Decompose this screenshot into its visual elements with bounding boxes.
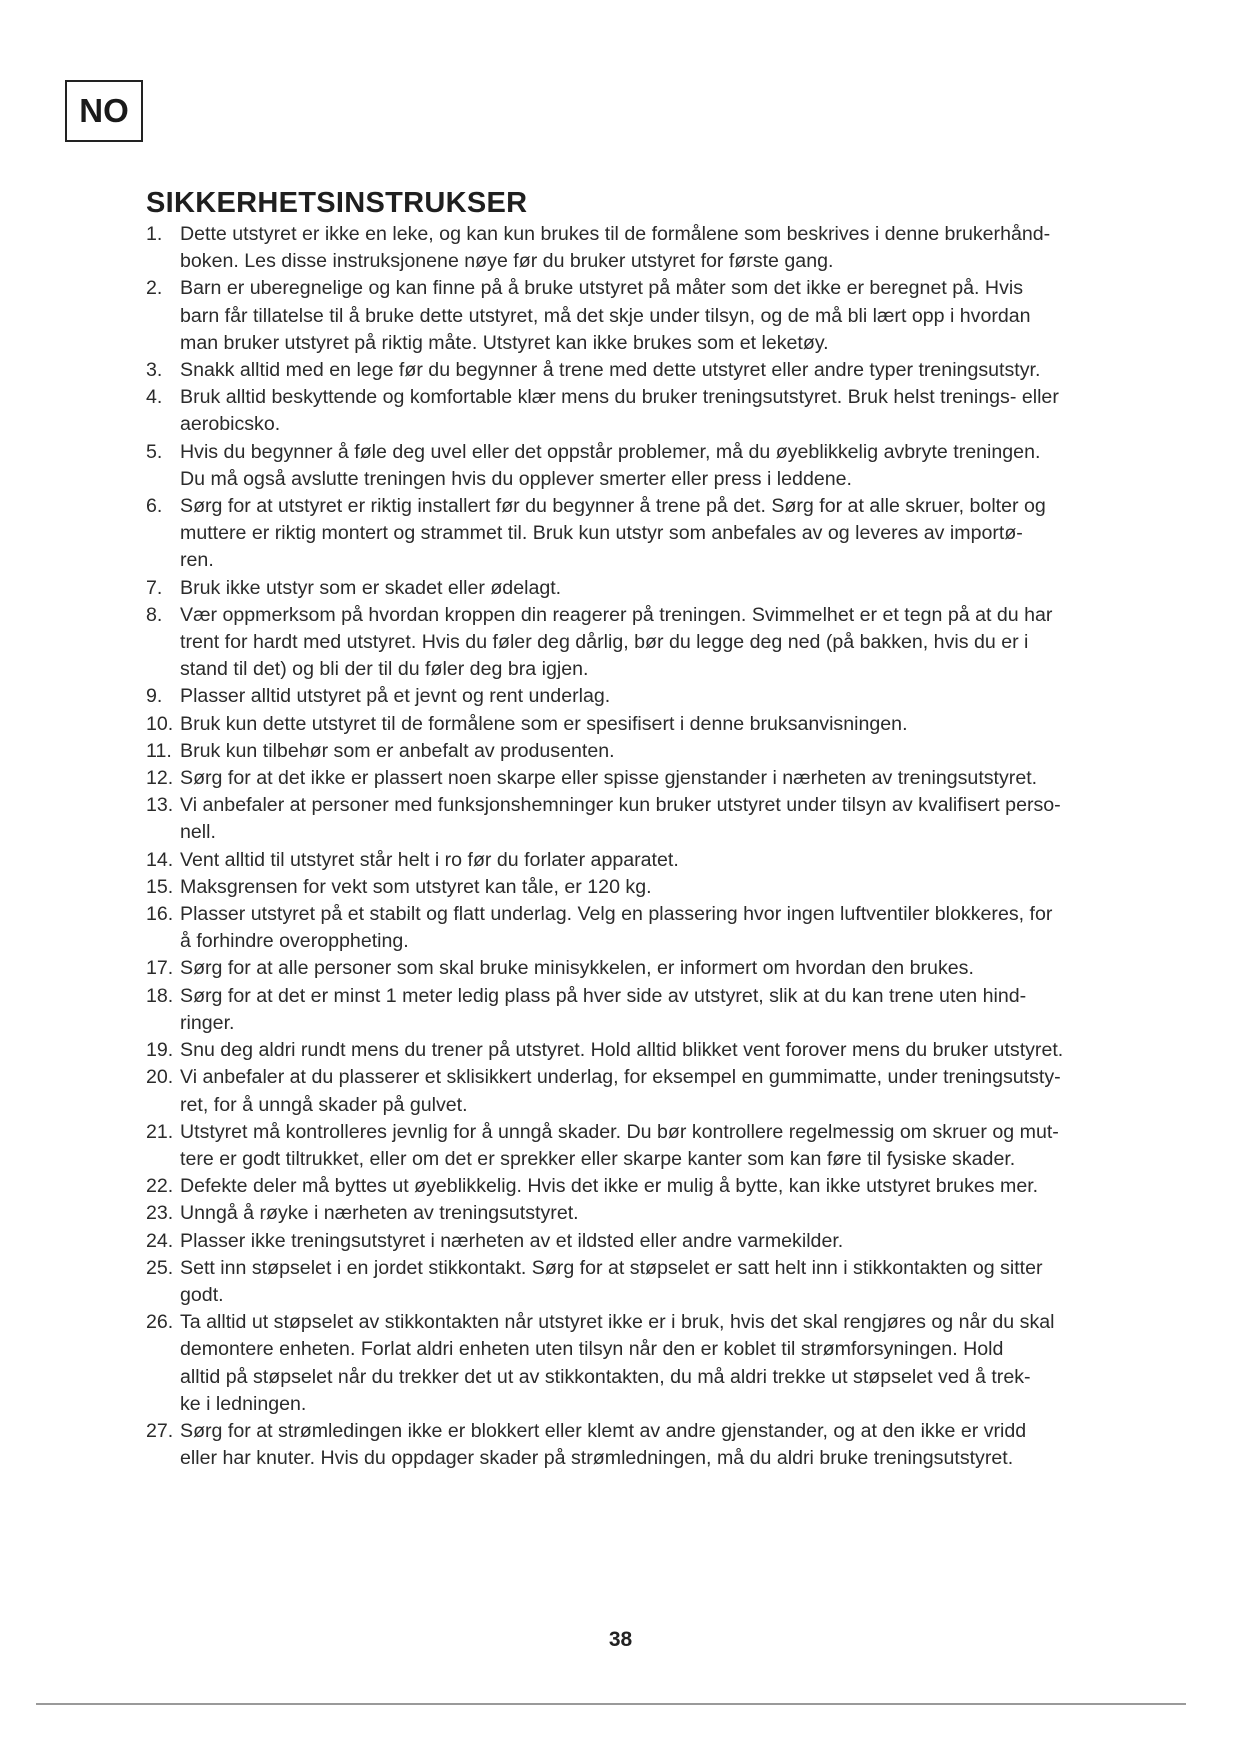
instruction-text <box>180 439 1176 493</box>
instruction-number: 4. <box>146 386 163 409</box>
instruction-line: ren. <box>180 549 214 572</box>
instruction-item <box>146 1200 1176 1227</box>
instruction-line: Sørg for at utstyret er riktig installert før du begynner å trene på det. Sørg for at alle skruer, bolter og <box>180 495 1046 518</box>
instruction-text <box>180 874 1176 901</box>
instruction-number: 24. <box>146 1229 174 1252</box>
instruction-item <box>146 275 1176 357</box>
footer-divider <box>36 1703 1186 1705</box>
instruction-text <box>180 357 1176 384</box>
instruction-line: Snu deg aldri rundt mens du trener på utstyret. Hold alltid blikket vent forover mens du bruker utstyret. <box>180 1039 1064 1062</box>
instruction-line: Sett inn støpselet i en jordet stikkontakt. Sørg for at støpselet er satt helt inn i stikkontakten og sitter <box>180 1256 1043 1279</box>
instruction-number: 1. <box>146 223 163 245</box>
instruction-item <box>146 765 1176 792</box>
instruction-line: Vi anbefaler at du plasserer et sklisikkert underlag, for eksempel en gummimatte, under treningsutsty- <box>180 1066 1061 1089</box>
instruction-text <box>180 1200 1176 1227</box>
instruction-line: Vent alltid til utstyret står helt i ro før du forlater apparatet. <box>180 848 679 871</box>
instruction-item <box>146 439 1176 493</box>
instruction-line: Dette utstyret er ikke en leke, og kan kun brukes til de formålene som beskrives i denne brukerhånd- <box>180 223 1051 245</box>
instruction-text <box>180 1228 1176 1255</box>
instruction-line: trent for hardt med utstyret. Hvis du føler deg dårlig, bør du legge deg ned (på bakken, hvis du er i <box>180 631 1029 654</box>
instruction-text <box>180 847 1176 874</box>
instruction-item <box>146 983 1176 1037</box>
instruction-number: 3. <box>146 359 163 382</box>
instruction-line: Utstyret må kontrolleres jevnlig for å unngå skader. Du bør kontrollere regelmessig om skruer og mut- <box>180 1120 1059 1143</box>
instruction-item <box>146 711 1176 738</box>
instruction-line: Vær oppmerksom på hvordan kroppen din reagerer på treningen. Svimmelhet er et tegn på at du har <box>180 603 1053 626</box>
instruction-item <box>146 683 1176 710</box>
instruction-text <box>180 683 1176 710</box>
instruction-number: 14. <box>146 848 174 871</box>
instruction-item <box>146 901 1176 955</box>
instruction-text <box>180 983 1176 1037</box>
instruction-line: barn får tillatelse til å bruke dette utstyret, må det skje under tilsyn, og de må bli lært opp i hvordan <box>180 304 1031 327</box>
instruction-line: Snakk alltid med en lege før du begynner å trene med dette utstyret eller andre typer treningsutstyr. <box>180 359 1041 382</box>
instruction-number: 2. <box>146 277 163 300</box>
instruction-number: 16. <box>146 903 174 926</box>
instruction-text <box>180 1255 1176 1309</box>
instruction-item <box>146 357 1176 384</box>
instruction-number: 19. <box>146 1039 174 1062</box>
instruction-line: Sørg for at strømledingen ikke er blokkert eller klemt av andre gjenstander, og at den ikke er vridd <box>180 1419 1027 1442</box>
instruction-number: 12. <box>146 767 174 790</box>
instruction-line: boken. Les disse instruksjonene nøye før du bruker utstyret for første gang. <box>180 250 834 273</box>
instruction-item <box>146 575 1176 602</box>
instruction-line: Bruk kun dette utstyret til de formålene som er spesifisert i denne bruksanvisningen. <box>180 712 908 735</box>
safety-instructions-section <box>146 186 1176 1472</box>
instruction-text <box>180 575 1176 602</box>
instruction-line: godt. <box>180 1283 224 1306</box>
instruction-number: 10. <box>146 712 174 735</box>
instruction-item <box>146 1255 1176 1309</box>
instruction-item <box>146 384 1176 438</box>
instruction-number: 8. <box>146 603 163 626</box>
instruction-number: 18. <box>146 984 174 1007</box>
instruction-line: Maksgrensen for vekt som utstyret kan tåle, er 120 kg. <box>180 875 652 898</box>
instruction-line: Bruk kun tilbehør som er anbefalt av produsenten. <box>180 739 615 762</box>
instruction-line: Plasser utstyret på et stabilt og flatt underlag. Velg en plassering hvor ingen luftventiler blokkeres, for <box>180 903 1053 926</box>
instruction-item <box>146 1418 1176 1472</box>
instruction-item <box>146 1064 1176 1118</box>
instruction-line: Bruk ikke utstyr som er skadet eller ødelagt. <box>180 576 562 599</box>
instruction-number: 9. <box>146 685 163 708</box>
instruction-number: 5. <box>146 440 163 463</box>
instruction-line: alltid på støpselet når du trekker det ut av stikkontakten, du må aldri trekke ut støpselet ved å trek- <box>180 1365 1031 1388</box>
instruction-line: man bruker utstyret på riktig måte. Utstyret kan ikke brukes som et leketøy. <box>180 331 829 354</box>
instruction-item <box>146 602 1176 684</box>
instruction-number: 15. <box>146 875 174 898</box>
instruction-text <box>180 955 1176 982</box>
instruction-number: 27. <box>146 1419 174 1442</box>
instruction-number: 20. <box>146 1066 174 1089</box>
instruction-line: stand til det) og bli der til du føler deg bra igjen. <box>180 658 589 681</box>
instruction-text <box>180 738 1176 765</box>
instruction-line: Du må også avslutte treningen hvis du opplever smerter eller press i leddene. <box>180 467 852 490</box>
instruction-line: Hvis du begynner å føle deg uvel eller det oppstår problemer, må du øyeblikkelig avbryte treningen. <box>180 440 1041 463</box>
instruction-item <box>146 1037 1176 1064</box>
instruction-line: aerobicsko. <box>180 413 281 436</box>
instruction-number: 25. <box>146 1256 174 1279</box>
instruction-item <box>146 874 1176 901</box>
instruction-line: tere er godt tiltrukket, eller om det er sprekker eller skarpe kanter som kan føre til fysiske skader. <box>180 1147 1016 1170</box>
instruction-line: ringer. <box>180 1011 235 1034</box>
instruction-text <box>180 1037 1176 1064</box>
instruction-item <box>146 1309 1176 1418</box>
instruction-line: ke i ledningen. <box>180 1392 307 1415</box>
instruction-number: 26. <box>146 1311 174 1334</box>
instruction-item <box>146 955 1176 982</box>
instruction-text <box>180 275 1176 357</box>
instruction-line: Ta alltid ut støpselet av stikkontakten når utstyret ikke er i bruk, hvis det skal rengjøres og når du skal <box>180 1311 1055 1334</box>
instruction-item <box>146 847 1176 874</box>
instruction-text <box>180 493 1176 575</box>
instruction-text <box>180 711 1176 738</box>
instruction-line: demontere enheten. Forlat aldri enheten uten tilsyn når den er koblet til strømforsyningen. Hold <box>180 1338 1004 1361</box>
instruction-text <box>180 384 1176 438</box>
instruction-line: Sørg for at alle personer som skal bruke minisykkelen, er informert om hvordan den brukes. <box>180 957 974 980</box>
instruction-text <box>180 1173 1176 1200</box>
instruction-number: 23. <box>146 1202 174 1225</box>
instruction-line: Unngå å røyke i nærheten av treningsutstyret. <box>180 1202 579 1225</box>
instruction-line: Plasser ikke treningsutstyret i nærheten av et ildsted eller andre varmekilder. <box>180 1229 844 1252</box>
instruction-number: 21. <box>146 1120 174 1143</box>
instruction-number: 13. <box>146 794 174 817</box>
instruction-line: Plasser alltid utstyret på et jevnt og rent underlag. <box>180 685 611 708</box>
instruction-text <box>180 901 1176 955</box>
instruction-item <box>146 493 1176 575</box>
section-title: SIKKERHETSINSTRUKSER <box>146 187 528 219</box>
instruction-number: 11. <box>146 739 172 762</box>
instruction-item <box>146 1119 1176 1173</box>
instruction-line: Sørg for at det er minst 1 meter ledig plass på hver side av utstyret, slik at du kan trene uten hind- <box>180 984 1027 1007</box>
instruction-text <box>180 1119 1176 1173</box>
instruction-item <box>146 1228 1176 1255</box>
instruction-text <box>180 792 1176 846</box>
instruction-item <box>146 738 1176 765</box>
instruction-line: Barn er uberegnelige og kan finne på å bruke utstyret på måter som det ikke er beregnet på. Hvis <box>180 277 1024 300</box>
instruction-text <box>180 765 1176 792</box>
instruction-line: ret, for å unngå skader på gulvet. <box>180 1093 468 1116</box>
instruction-item <box>146 1173 1176 1200</box>
instruction-line: å forhindre overoppheting. <box>180 930 409 953</box>
instruction-line: Bruk alltid beskyttende og komfortable klær mens du bruker treningsutstyret. Bruk helst trenings- eller <box>180 386 1059 409</box>
instruction-line: muttere er riktig montert og strammet til. Bruk kun utstyr som anbefales av og leveres av importø- <box>180 522 1023 545</box>
instruction-number: 6. <box>146 495 163 518</box>
language-label: NO <box>65 80 143 142</box>
page-number: 38 <box>608 1628 633 1651</box>
instruction-item <box>146 221 1176 275</box>
instruction-line: nell. <box>180 821 216 844</box>
instructions-list <box>146 221 1176 1472</box>
instruction-line: Sørg for at det ikke er plassert noen skarpe eller spisse gjenstander i nærheten av treningsutstyret. <box>180 767 1038 790</box>
instruction-line: Defekte deler må byttes ut øyeblikkelig. Hvis det ikke er mulig å bytte, kan ikke utstyret brukes mer. <box>180 1175 1039 1198</box>
instruction-number: 7. <box>146 576 163 599</box>
instruction-text <box>180 221 1176 275</box>
instruction-text <box>180 1309 1176 1418</box>
instruction-text <box>180 1418 1176 1472</box>
instruction-line: eller har knuter. Hvis du oppdager skader på strømledningen, må du aldri bruke treningsutstyret. <box>180 1447 1014 1470</box>
instruction-item <box>146 792 1176 846</box>
instruction-number: 22. <box>146 1175 174 1198</box>
instruction-text <box>180 602 1176 684</box>
instruction-line: Vi anbefaler at personer med funksjonshemninger kun bruker utstyret under tilsyn av kvalifisert perso- <box>180 794 1061 817</box>
instruction-number: 17. <box>146 957 174 980</box>
instruction-text <box>180 1064 1176 1118</box>
